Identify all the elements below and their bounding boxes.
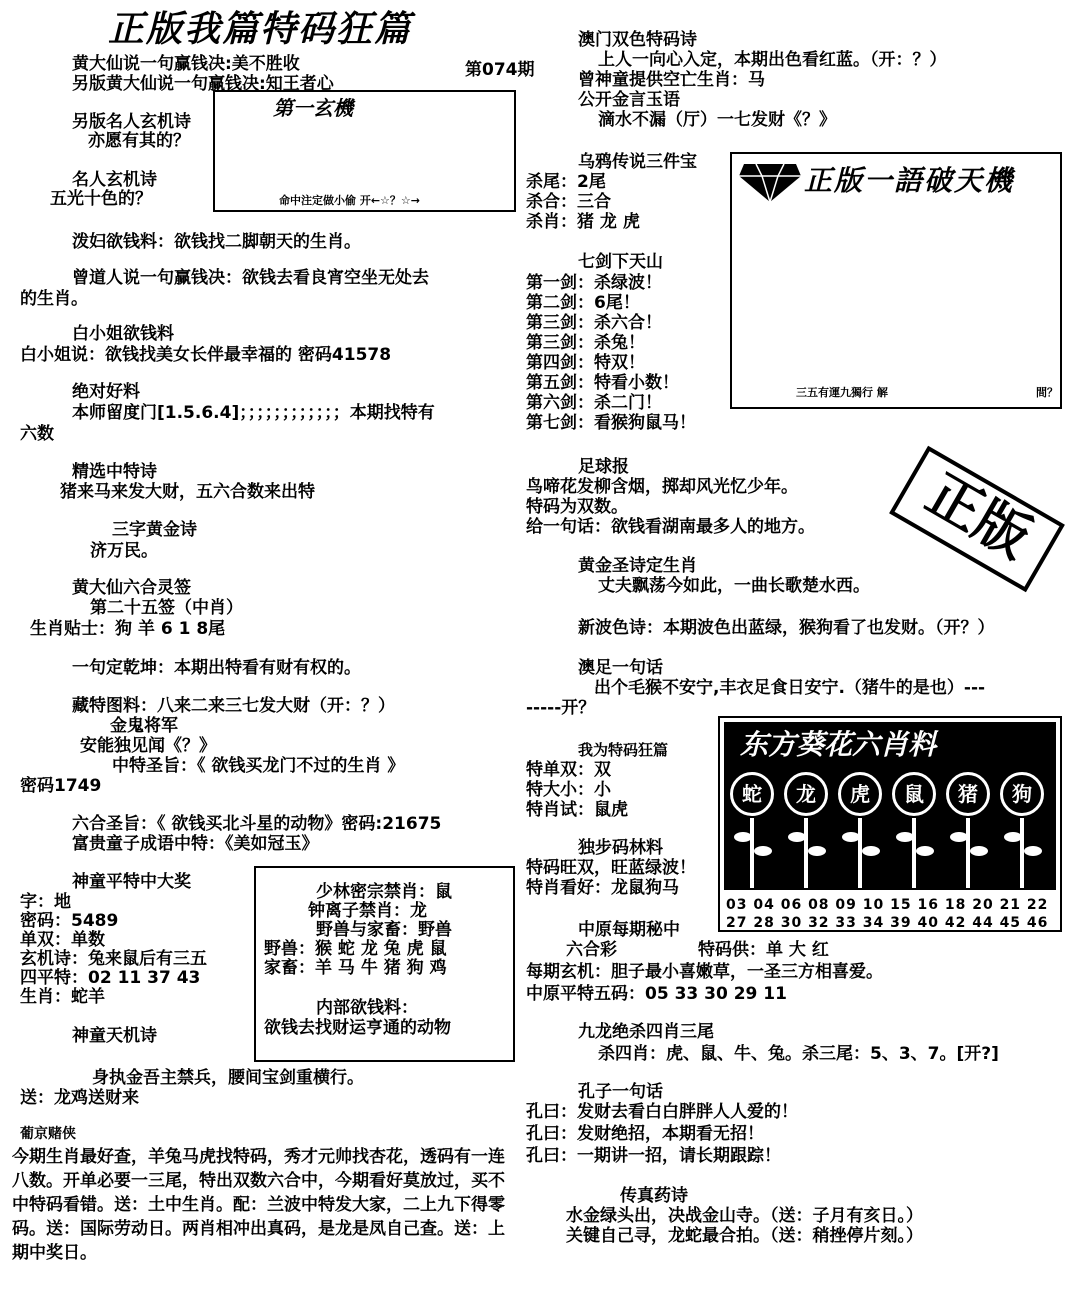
jx-title: 精选中特诗	[72, 462, 157, 482]
dbm-2: 特肖看好：龙鼠狗马	[526, 878, 679, 898]
shaolin-l3: 野兽与家畜：野兽	[316, 920, 452, 940]
zq-2: 特码为双数。	[526, 497, 628, 517]
kz-3: 孔曰：一期讲一招，请长期跟踪！	[526, 1146, 781, 1166]
jd-text-2: 六数	[20, 424, 54, 444]
qj-2: 第三剑：杀六合！	[526, 313, 662, 333]
xuanji-title: 第一玄機	[273, 96, 353, 120]
flower-dog: 狗	[1000, 772, 1044, 816]
flower-tiger: 虎	[838, 772, 882, 816]
shaolin-l5: 家畜：羊 马 牛 猪 狗 鸡	[264, 958, 447, 978]
wt-1: 特单双：双	[526, 760, 611, 780]
gk-text: 滴水不漏（厅）一七发财《？》	[598, 110, 836, 130]
fugui-line: 富贵童子成语中特：《美如冠玉》	[72, 834, 319, 854]
zy-title: 中原每期秘中	[578, 920, 680, 940]
pj-title: 葡京赌侠	[20, 1126, 76, 1142]
zhongte-line: 中特圣旨：《 欲钱买龙门不过的生肖 》	[112, 756, 405, 776]
jl-title: 九龙绝杀四肖三尾	[578, 1022, 714, 1042]
stt-line: 身执金吾主禁兵，腰间宝剑重横行。	[92, 1068, 364, 1088]
sunflower-title: 东方葵花六肖料	[740, 728, 937, 761]
bai-text: 白小姐说：欲钱找美女长伴最幸福的 密码41578	[20, 345, 392, 365]
zq-3: 给一句话：欲钱看湖南最多人的地方。	[526, 517, 815, 537]
header-line-2: 另版黄大仙说一句赢钱决:知王者心	[72, 74, 334, 94]
hdx-title: 黄大仙六合灵签	[72, 578, 191, 598]
zengdao-line-2: 的生肖。	[20, 289, 88, 309]
xb-line: 新波色诗：本期波色出蓝绿，猴狗看了也发财。（开？）	[578, 618, 995, 638]
shaolin-l1: 少林密宗禁肖：鼠	[316, 882, 452, 902]
yiju-line: 一句定乾坤：本期出特看有财有权的。	[72, 658, 361, 678]
qj-5: 第五剑：特看小数！	[526, 373, 679, 393]
wy-2: 杀合：三合	[526, 192, 611, 212]
zst-line: 曾神童提供空亡生肖：马	[578, 70, 765, 90]
jl-text: 杀四肖：虎、鼠、牛、兔。杀三尾：5、3、7。[开?]	[598, 1044, 999, 1064]
zy-ping: 中原平特五码：05 33 30 29 11	[526, 984, 787, 1004]
tianji-footer-right: 間？	[1036, 386, 1058, 399]
zy-te: 特码供：单 大 红	[698, 940, 829, 960]
kz-title: 孔子一句话	[578, 1082, 663, 1102]
flower-snake: 蛇	[730, 772, 774, 816]
tianji-footer-left: 三五有運九獨行 解	[796, 386, 888, 399]
sunflower-panel	[724, 722, 1056, 890]
pj-text: 今期生肖最好查，羊兔马虎找特码，秀才元帅找杏花，透码有一连八数。开单必要一三尾，特出双数六合中，今期看好莫放过，买不中特码看错。送：土中生肖。配：兰波中特发大家，二上九下得零码。送：国际劳动日。两肖相冲出真码，是龙是凤自己查。送：上期中奖日。	[12, 1147, 505, 1263]
az-1: 出个毛猴不安宁,丰衣足食日安宁.（猪牛的是也）---	[594, 678, 986, 698]
zengdao-line-1: 曾道人说一句赢钱决：欲钱去看良宵空坐无处去	[72, 268, 429, 288]
shaolin-l6: 内部欲钱料：	[316, 998, 418, 1018]
zy-sub: 六合彩	[566, 940, 617, 960]
dbm-1: 特码旺双，旺蓝绿波！	[526, 858, 696, 878]
stt-title: 神童天机诗	[72, 1026, 157, 1046]
wy-title: 乌鸦传说三件宝	[578, 152, 697, 172]
qj-0: 第一剑：杀绿波！	[526, 273, 662, 293]
am-text: 上人一向心入定，本期出色看红蓝。（开：？）	[598, 50, 947, 70]
sunflower-box	[718, 716, 1062, 932]
jd-title: 绝对好料	[72, 382, 140, 402]
bai-title: 白小姐欲钱料	[72, 324, 174, 344]
shaolin-box	[254, 866, 515, 1062]
am-title: 澳门双色特码诗	[578, 30, 697, 50]
zhengban-stamp: 正版	[889, 446, 1065, 593]
liuhe-line: 六合圣旨：《 欲钱买北斗星的动物》密码:21675	[72, 814, 442, 834]
zq-1: 鸟啼花发柳含烟，掷却风光忆少年。	[526, 477, 798, 497]
qj-1: 第二剑：6尾！	[526, 293, 640, 313]
flower-pig: 猪	[946, 772, 990, 816]
wy-1: 杀尾：2尾	[526, 172, 606, 192]
flower-rat: 鼠	[892, 772, 936, 816]
wt-2: 特大小：小	[526, 780, 611, 800]
stz-sipin: 四平特：02 11 37 43	[20, 968, 201, 988]
qj-7: 第七剑：看猴狗鼠马！	[526, 413, 696, 433]
qj-title: 七剑下天山	[578, 252, 663, 272]
sunflower-numbers-2: 27 28 30 32 33 34 39 40 42 44 45 46	[726, 915, 1049, 931]
qj-4: 第四剑：特双！	[526, 353, 645, 373]
az-2: -----开？	[526, 698, 596, 718]
hj-title: 黄金圣诗定生肖	[578, 556, 697, 576]
shaolin-l4: 野兽：猴 蛇 龙 兔 虎 鼠	[264, 939, 447, 959]
tianji-title: 正版一語破天機	[804, 164, 1015, 197]
stt-song: 送：龙鸡送财来	[20, 1088, 139, 1108]
pofu-line: 泼妇欲钱料：欲钱找二脚朝天的生肖。	[72, 232, 361, 252]
cz-title: 传真药诗	[620, 1186, 688, 1206]
shaolin-l2: 钟离子禁肖：龙	[308, 901, 427, 921]
cz-2: 关键自己寻，龙蛇最合拍。（送：稍挫停片刻。）	[566, 1226, 923, 1246]
qj-6: 第六剑：杀二门！	[526, 393, 662, 413]
az-title: 澳足一句话	[578, 658, 663, 678]
hdx-sub: 第二十五签（中肖）	[90, 598, 243, 618]
kz-2: 孔曰：发财绝招，本期看无招！	[526, 1124, 764, 1144]
famous-text: 亦愿有其的？	[88, 131, 190, 151]
famous-label: 另版名人玄机诗	[72, 112, 191, 132]
wy-3: 杀肖：猪 龙 虎	[526, 212, 640, 232]
header-line-1: 黄大仙说一句赢钱决:美不胜收	[72, 54, 300, 74]
wt-3: 特肖试：鼠虎	[526, 800, 628, 820]
cz-1: 水金绿头出，决战金山寺。（送：子月有亥日。）	[566, 1206, 923, 1226]
flower-dragon: 龙	[784, 772, 828, 816]
mima-line: 密码1749	[20, 776, 102, 796]
hj-text: 丈夫飘荡今如此，一曲长歌楚水西。	[598, 576, 870, 596]
zy-xuan: 每期玄机：胆子最小喜嫩草，一圣三方相喜爱。	[526, 962, 883, 982]
stz-zi: 字：地	[20, 892, 71, 912]
mingren-label: 名人玄机诗	[72, 170, 157, 190]
sz-text: 济万民。	[90, 541, 158, 561]
dbm-title: 独步码林料	[578, 838, 663, 858]
stz-mima: 密码：5489	[20, 911, 119, 931]
anneng-line: 安能独见闻《？》	[80, 736, 216, 756]
hdx-tip: 生肖贴士：狗 羊 6 1 8尾	[30, 619, 226, 639]
stz-xuan: 玄机诗：兔来鼠后有三五	[20, 949, 207, 969]
jd-text-1: 本师留度门[1.5.6.4]；；；；；；；；；；；；本期找特有	[72, 403, 435, 423]
diamond-icon	[738, 160, 802, 204]
stz-dan: 单双：单数	[20, 930, 105, 950]
page-title: 正版我篇特码狂篇	[108, 9, 413, 50]
sunflower-numbers-1: 03 04 06 08 09 10 15 16 18 20 21 22	[726, 897, 1049, 913]
wt-title: 我为特码狂篇	[578, 741, 669, 759]
kz-1: 孔曰：发财去看白白胖胖人人爱的！	[526, 1102, 798, 1122]
shaolin-l7: 欲钱去找财运亨通的动物	[264, 1018, 451, 1038]
zq-title: 足球报	[578, 457, 629, 477]
stz-sheng: 生肖：蛇羊	[20, 987, 105, 1007]
gk-title: 公开金言玉语	[578, 90, 680, 110]
issue-number: 第074期	[465, 60, 535, 80]
jx-text: 猪来马来发大财，五六合数来出特	[60, 482, 315, 502]
mingren-text: 五光十色的？	[50, 189, 152, 209]
xuanji-footer: 命中注定做小偷 开←☆？☆→	[279, 194, 420, 207]
qj-3: 第三剑：杀兔！	[526, 333, 645, 353]
jingui-line: 金鬼将军	[110, 716, 178, 736]
cangte-line: 藏特图料：八来二来三七发大财（开：？）	[72, 696, 395, 716]
tianji-box	[730, 152, 1062, 409]
sz-title: 三字黄金诗	[112, 520, 197, 540]
stz-title: 神童平特中大奖	[72, 872, 191, 892]
xuanji-box	[213, 90, 516, 212]
